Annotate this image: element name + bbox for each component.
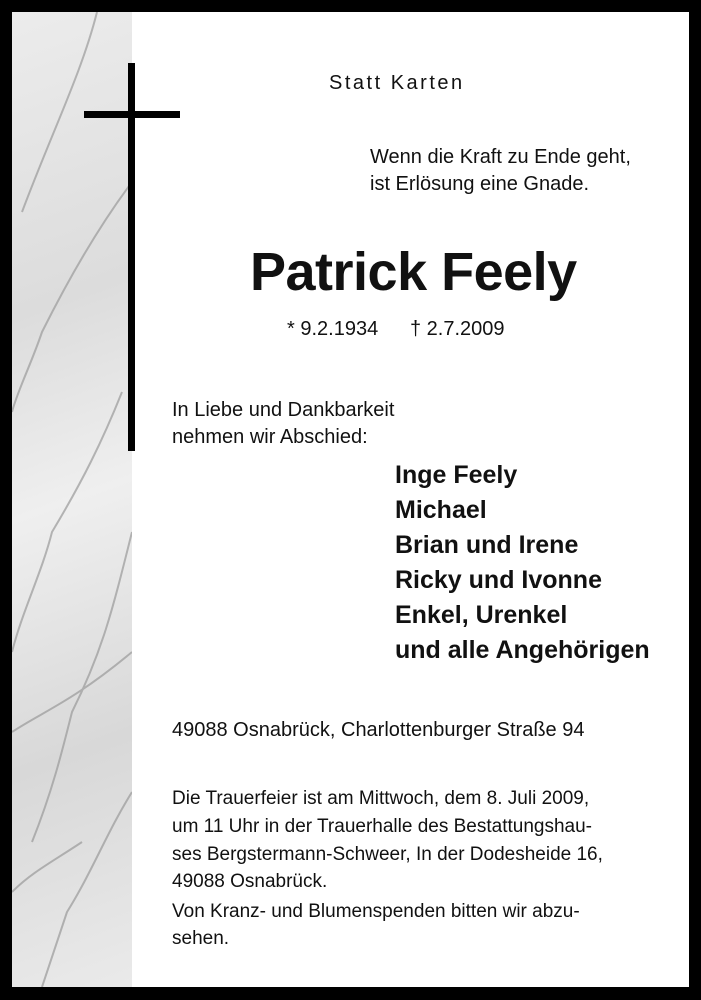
- service-line: Die Trauerfeier ist am Mittwoch, dem 8. Juli 2009,: [172, 788, 590, 809]
- service-line: ses Bergstermann-Schweer, In der Dodesheide 16,: [172, 844, 603, 865]
- quote-line: Wenn die Kraft zu Ende geht,: [370, 146, 631, 168]
- cross-icon-bar: [84, 111, 180, 118]
- death-date: † 2.7.2009: [410, 318, 505, 340]
- service-line: um 11 Uhr in der Trauerhalle des Bestattungshau-: [172, 816, 592, 837]
- obituary-notice: [12, 12, 689, 987]
- birth-date: * 9.2.1934: [287, 318, 379, 340]
- farewell-line: nehmen wir Abschied:: [172, 426, 368, 448]
- heading: Statt Karten: [329, 72, 465, 94]
- mourner: und alle Angehörigen: [395, 636, 650, 664]
- flowers-line: Von Kranz- und Blumenspenden bitten wir abzu-: [172, 901, 580, 922]
- mourner: Brian und Irene: [395, 531, 579, 559]
- mourner: Enkel, Urenkel: [395, 601, 568, 629]
- farewell-line: In Liebe und Dankbarkeit: [172, 399, 395, 421]
- mourner: Inge Feely: [395, 461, 518, 489]
- address: 49088 Osnabrück, Charlottenburger Straße 94: [172, 719, 585, 741]
- marble-veins: [12, 12, 132, 987]
- deceased-name: Patrick Feely: [250, 242, 577, 302]
- mourner: Ricky und Ivonne: [395, 566, 602, 594]
- marble-strip: [12, 12, 132, 987]
- quote-line: ist Erlösung eine Gnade.: [370, 173, 590, 195]
- service-line: 49088 Osnabrück.: [172, 871, 328, 892]
- cross-icon: [128, 63, 135, 451]
- flowers-line: sehen.: [172, 928, 230, 949]
- mourner: Michael: [395, 496, 487, 524]
